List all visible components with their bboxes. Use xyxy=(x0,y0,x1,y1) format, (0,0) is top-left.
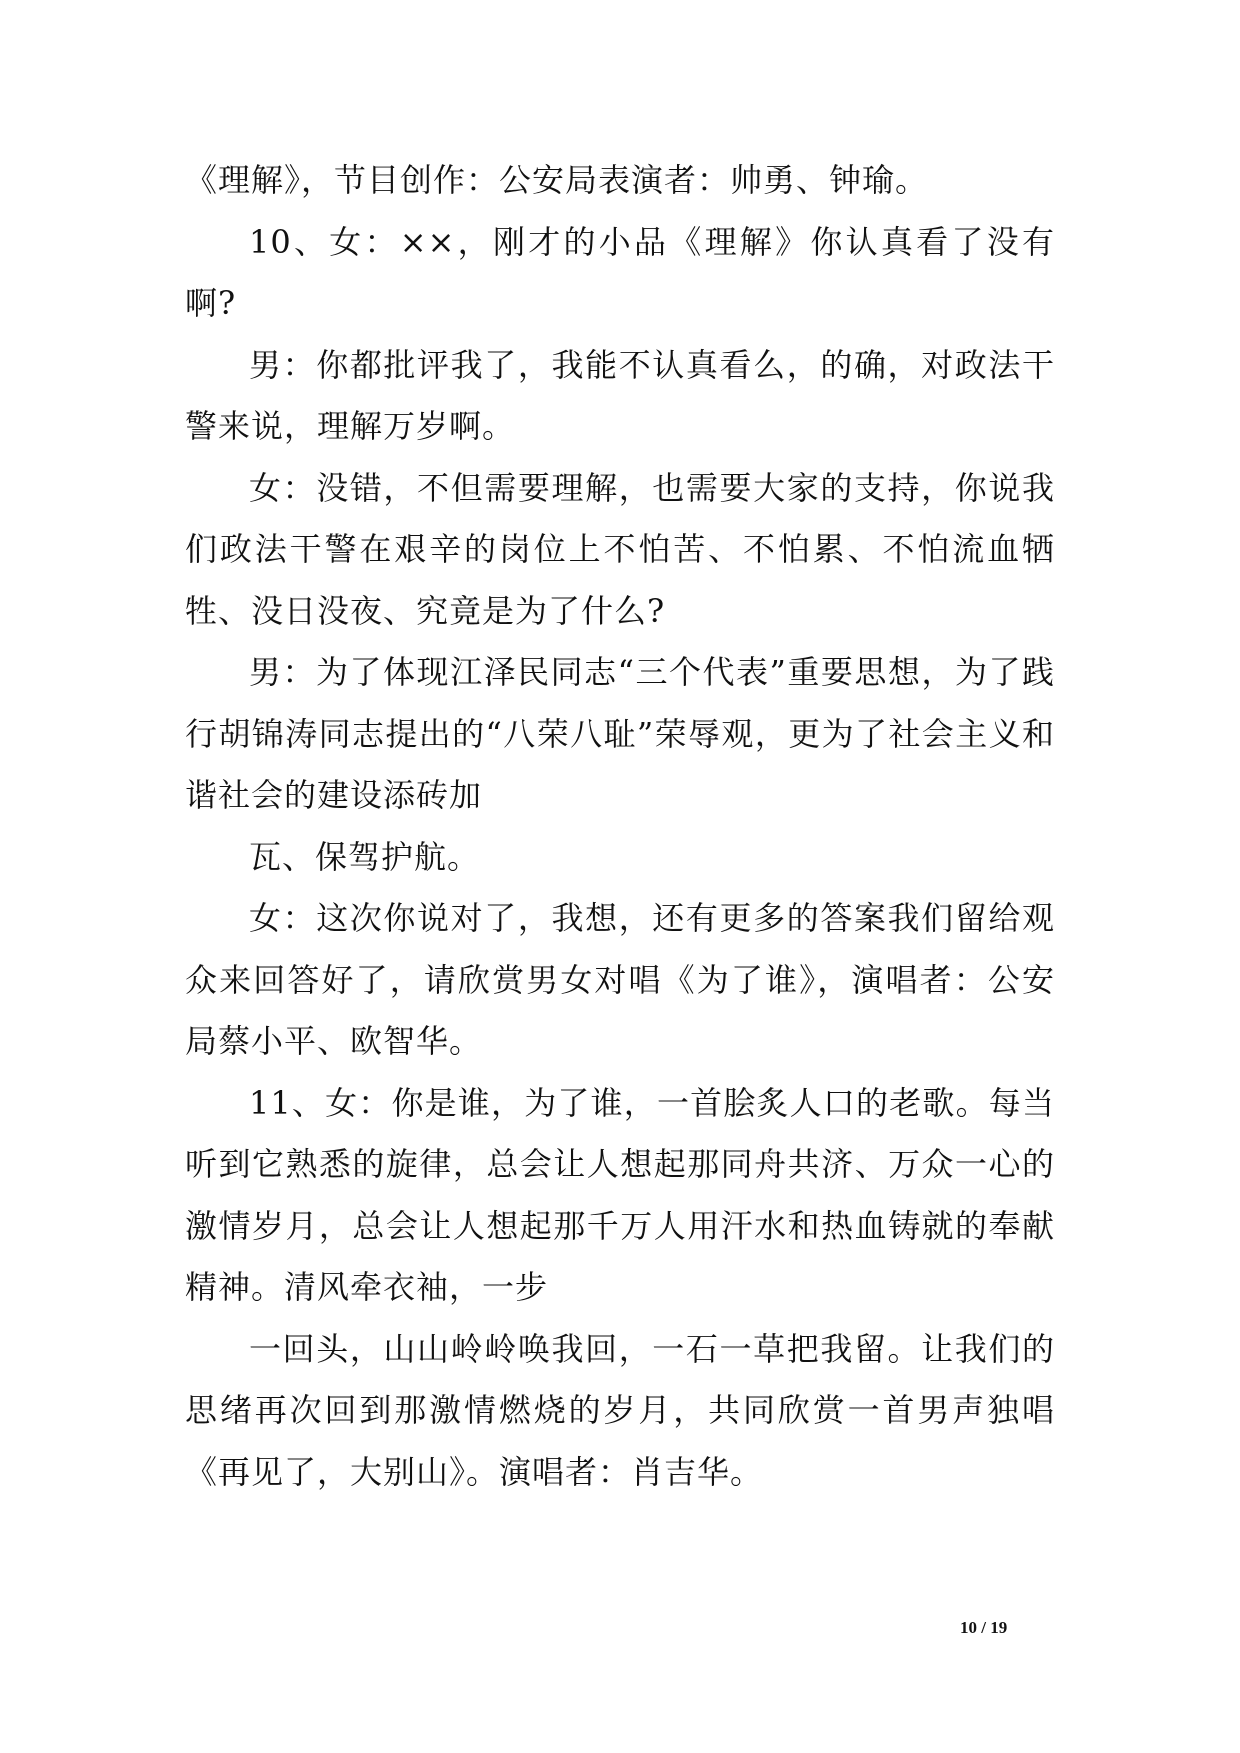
paragraph: 一回头，山山岭岭唤我回，一石一草把我留。让我们的思绪再次回到那激情燃烧的岁月，共同欣赏一首男声独唱《再见了，大别山》。演唱者：肖吉华。 xyxy=(185,1329,1055,1491)
paragraph: 瓦、保驾护航。 xyxy=(249,837,481,876)
paragraph: 10、女：××，刚才的小品《理解》你认真看了没有啊? xyxy=(185,222,1055,322)
page-number: 10 / 19 xyxy=(960,1618,1008,1637)
paragraph: 《理解》，节目创作：公安局表演者：帅勇、钟瑜。 xyxy=(185,161,929,199)
paragraph: 女：没错，不但需要理解，也需要大家的支持，你说我们政法干警在艰辛的岗位上不怕苦、不怕累、不怕流血牺牲、没日没夜、究竟是为了什么? xyxy=(185,468,1055,630)
paragraph: 11、女：你是谁，为了谁，一首脍炙人口的老歌。每当听到它熟悉的旋律，总会让人想起那同舟共济、万众一心的激情岁月，总会让人想起那千万人用汗水和热血铸就的奉献精神。清风牵衣袖，一步 xyxy=(185,1083,1055,1306)
paragraph: 女：这次你说对了，我想，还有更多的答案我们留给观众来回答好了，请欣赏男女对唱《为了谁》，演唱者：公安局蔡小平、欧智华。 xyxy=(185,899,1055,1060)
document-body xyxy=(185,150,1055,1503)
paragraph: 男：为了体现江泽民同志“三个代表”重要思想，为了践行胡锦涛同志提出的“八荣八耻”荣辱观，更为了社会主义和谐社会的建设添砖加 xyxy=(185,653,1055,814)
paragraph: 男：你都批评我了，我能不认真看么，的确，对政法干警来说，理解万岁啊。 xyxy=(185,345,1055,445)
